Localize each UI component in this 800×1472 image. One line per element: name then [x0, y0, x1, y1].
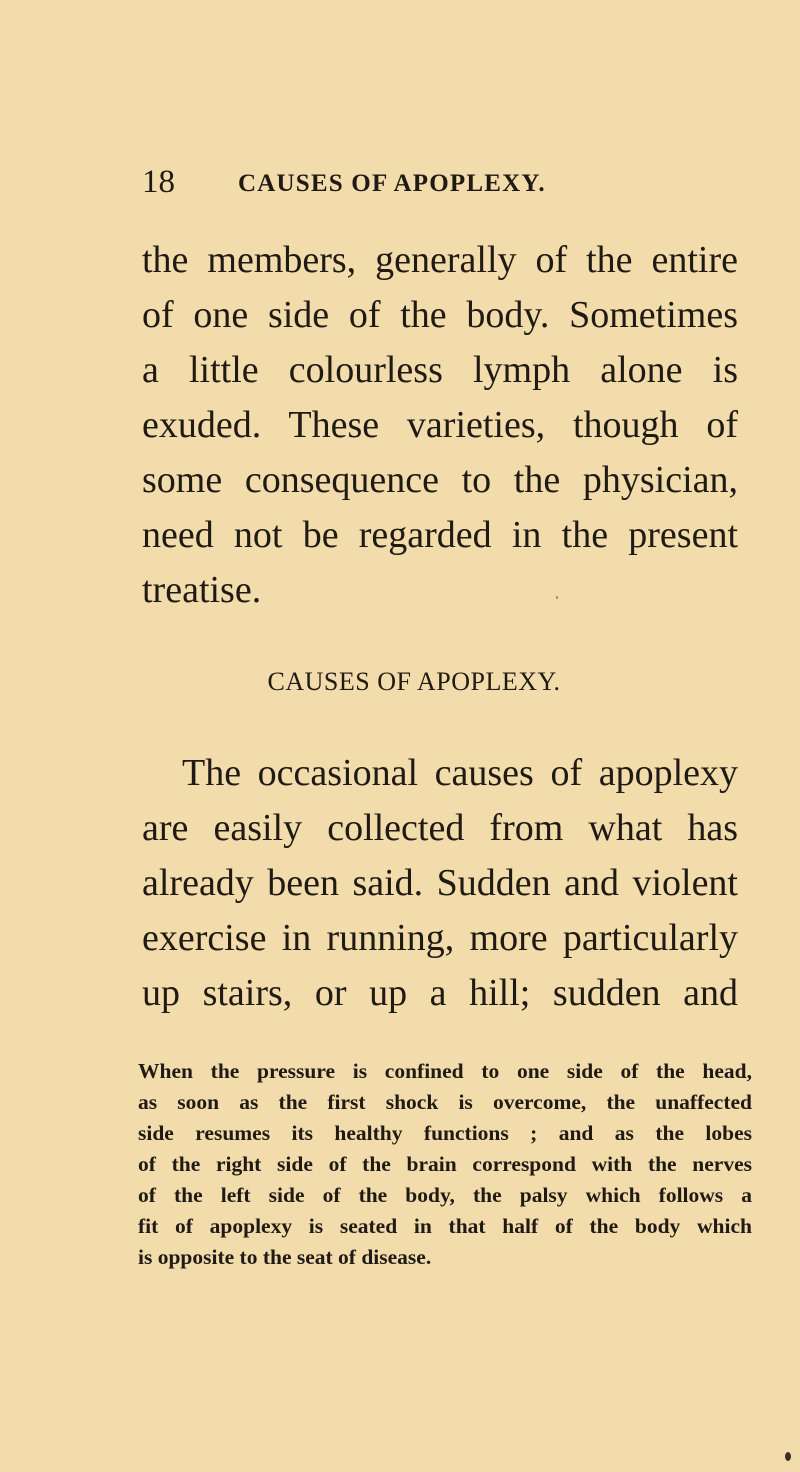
text-line: the members, generally of the entire — [142, 239, 738, 281]
paragraph-causes — [142, 746, 738, 1021]
text-line: need not be regarded in the present — [142, 514, 738, 556]
text-line: The occasional causes of apoplexy — [182, 752, 738, 794]
ink-speck — [785, 1452, 791, 1461]
footnote-line: as soon as the first shock is overcome, the unaffected — [138, 1090, 752, 1114]
text-line: are easily collected from what has — [142, 807, 738, 849]
running-head — [142, 162, 742, 202]
footnote-line: side resumes its healthy functions ; and as the lobes — [138, 1121, 752, 1145]
text-line: up stairs, or up a hill; sudden and — [142, 972, 738, 1014]
text-line: treatise. — [142, 569, 262, 611]
section-heading: CAUSES OF APOPLEXY. — [267, 667, 561, 696]
ink-speck — [556, 596, 558, 599]
text-line: exuded. These varieties, though of — [142, 404, 738, 446]
text-line: some consequence to the physician, — [142, 459, 738, 501]
footnote-line: of the left side of the body, the palsy which follows a — [138, 1183, 752, 1207]
page-number: 18 — [142, 164, 175, 200]
footnote-line: When the pressure is confined to one side of the head, — [138, 1059, 752, 1083]
text-line: already been said. Sudden and violent — [142, 862, 738, 904]
running-title: CAUSES OF APOPLEXY. — [238, 170, 546, 197]
text-line: exercise in running, more particularly — [142, 917, 738, 959]
paragraph-continued — [142, 233, 738, 618]
text-line: a little colourless lymph alone is — [142, 349, 738, 391]
footnote-line: is opposite to the seat of disease. — [138, 1245, 432, 1269]
text-line: of one side of the body. Sometimes — [142, 294, 738, 336]
footnote — [138, 1056, 752, 1273]
footnote-line: of the right side of the brain correspond with the nerves — [138, 1152, 752, 1176]
footnote-line: fit of apoplexy is seated in that half of the body which — [138, 1214, 752, 1238]
